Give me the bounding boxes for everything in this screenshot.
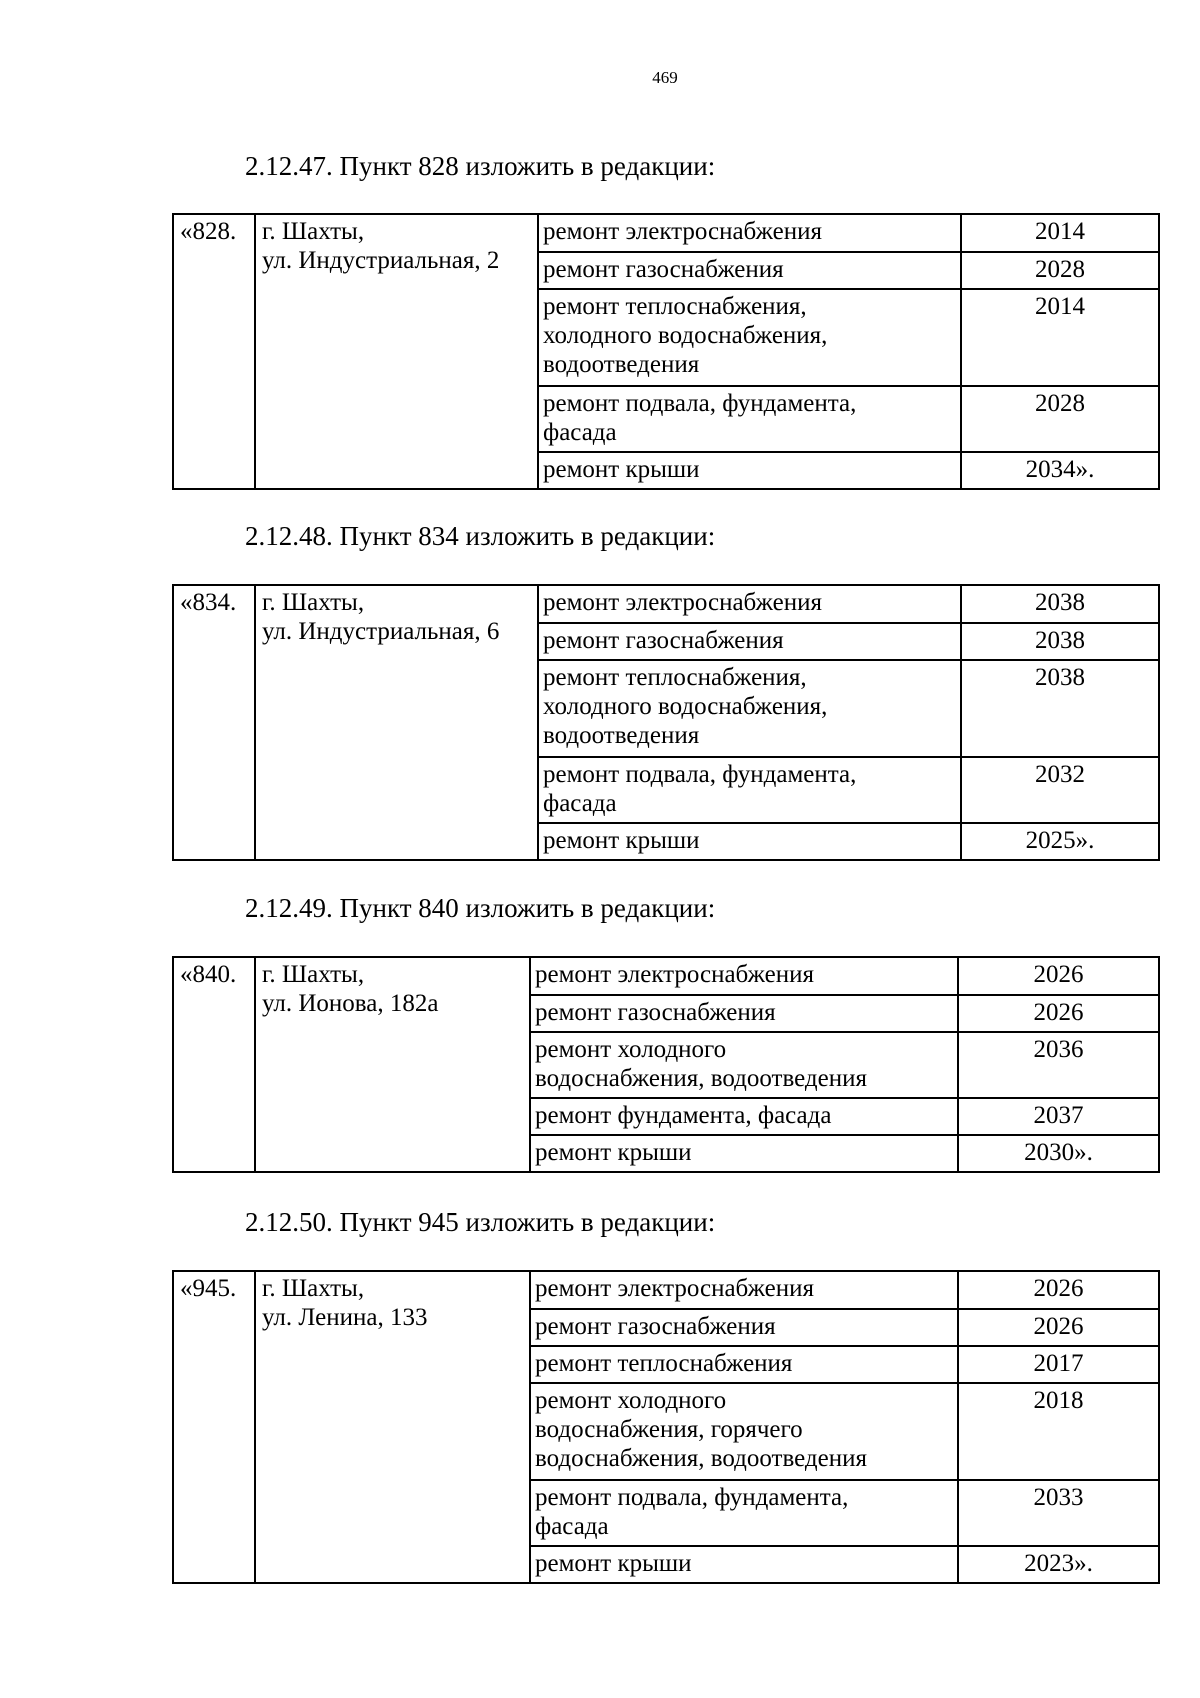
work-type [538, 386, 961, 452]
work-line: фасада [535, 1513, 609, 1540]
address-cell [255, 585, 538, 860]
work-line: ремонт фундамента, фасада [535, 1102, 832, 1129]
work-line: ремонт электроснабжения [535, 961, 814, 988]
work-year: 2032 [961, 757, 1159, 823]
address-city: г. Шахты, [262, 961, 365, 988]
works-table [172, 956, 1160, 1173]
item-number: «945. [173, 1271, 255, 1583]
work-line: ремонт теплоснабжения, [543, 293, 807, 320]
work-line: водоотведения [543, 351, 700, 378]
section-heading: 2.12.49. Пункт 840 изложить в редакции: [245, 893, 716, 923]
work-type [538, 452, 961, 489]
work-year: 2036 [958, 1032, 1159, 1098]
work-type [530, 1346, 958, 1383]
page-number: 469 [652, 68, 678, 87]
address-street: ул. Ионова, 182а [262, 990, 439, 1017]
section-heading: 2.12.47. Пункт 828 изложить в редакции: [245, 151, 716, 181]
work-line: водоснабжения, горячего [535, 1416, 803, 1443]
work-year: 2038 [961, 623, 1159, 660]
work-year: 2023». [958, 1546, 1159, 1583]
work-year: 2014 [961, 289, 1159, 386]
work-type [530, 1309, 958, 1346]
work-line: холодного водоснабжения, [543, 693, 828, 720]
work-line: водоснабжения, водоотведения [535, 1445, 867, 1472]
work-line: ремонт газоснабжения [543, 256, 784, 283]
work-line: ремонт электроснабжения [543, 589, 822, 616]
work-line: холодного водоснабжения, [543, 322, 828, 349]
work-year: 2014 [961, 214, 1159, 252]
work-type [530, 995, 958, 1032]
address-cell [255, 1271, 530, 1583]
work-year: 2026 [958, 957, 1159, 995]
work-line: ремонт холодного [535, 1036, 727, 1063]
section-heading: 2.12.48. Пункт 834 изложить в редакции: [245, 521, 716, 551]
work-line: водоотведения [543, 722, 700, 749]
work-line: ремонт крыши [535, 1139, 692, 1166]
work-type [538, 585, 961, 623]
work-type [530, 1271, 958, 1309]
work-type [530, 1135, 958, 1172]
address-street: ул. Ленина, 133 [262, 1304, 428, 1331]
works-table [172, 584, 1160, 861]
work-year: 2030». [958, 1135, 1159, 1172]
address-city: г. Шахты, [262, 218, 365, 245]
works-table [172, 1270, 1160, 1584]
item-number: «840. [173, 957, 255, 1172]
work-line: ремонт теплоснабжения [535, 1350, 793, 1377]
address-city: г. Шахты, [262, 1275, 365, 1302]
work-line: ремонт газоснабжения [543, 627, 784, 654]
work-type [530, 1032, 958, 1098]
work-year: 2026 [958, 1309, 1159, 1346]
work-year: 2017 [958, 1346, 1159, 1383]
work-line: ремонт крыши [543, 456, 700, 483]
work-line: ремонт электроснабжения [543, 218, 822, 245]
work-type [530, 1098, 958, 1135]
works-table [172, 213, 1160, 490]
work-type [530, 957, 958, 995]
item-number: «834. [173, 585, 255, 860]
work-type [538, 289, 961, 386]
work-year: 2026 [958, 1271, 1159, 1309]
work-year: 2025». [961, 823, 1159, 860]
work-line: ремонт крыши [543, 827, 700, 854]
work-year: 2038 [961, 660, 1159, 757]
work-line: ремонт газоснабжения [535, 999, 776, 1026]
address-street: ул. Индустриальная, 2 [262, 247, 500, 274]
work-year: 2018 [958, 1383, 1159, 1480]
work-year: 2028 [961, 252, 1159, 289]
work-type [530, 1480, 958, 1546]
work-line: ремонт крыши [535, 1550, 692, 1577]
address-city: г. Шахты, [262, 589, 365, 616]
address-cell [255, 214, 538, 489]
work-line: ремонт холодного [535, 1387, 727, 1414]
work-type [538, 623, 961, 660]
work-type [538, 823, 961, 860]
address-street: ул. Индустриальная, 6 [262, 618, 500, 645]
work-year: 2033 [958, 1480, 1159, 1546]
item-number: «828. [173, 214, 255, 489]
work-type [538, 252, 961, 289]
work-type [530, 1383, 958, 1480]
work-line: ремонт подвала, фундамента, [535, 1484, 849, 1511]
work-type [530, 1546, 958, 1583]
work-year: 2038 [961, 585, 1159, 623]
work-line: ремонт электроснабжения [535, 1275, 814, 1302]
work-line: ремонт подвала, фундамента, [543, 390, 857, 417]
work-year: 2034». [961, 452, 1159, 489]
work-line: ремонт подвала, фундамента, [543, 761, 857, 788]
work-type [538, 214, 961, 252]
work-line: водоснабжения, водоотведения [535, 1065, 867, 1092]
work-line: ремонт газоснабжения [535, 1313, 776, 1340]
work-line: ремонт теплоснабжения, [543, 664, 807, 691]
address-cell [255, 957, 530, 1172]
work-year: 2028 [961, 386, 1159, 452]
work-year: 2026 [958, 995, 1159, 1032]
section-heading: 2.12.50. Пункт 945 изложить в редакции: [245, 1207, 716, 1237]
work-line: фасада [543, 419, 617, 446]
work-year: 2037 [958, 1098, 1159, 1135]
work-type [538, 660, 961, 757]
work-type [538, 757, 961, 823]
work-line: фасада [543, 790, 617, 817]
